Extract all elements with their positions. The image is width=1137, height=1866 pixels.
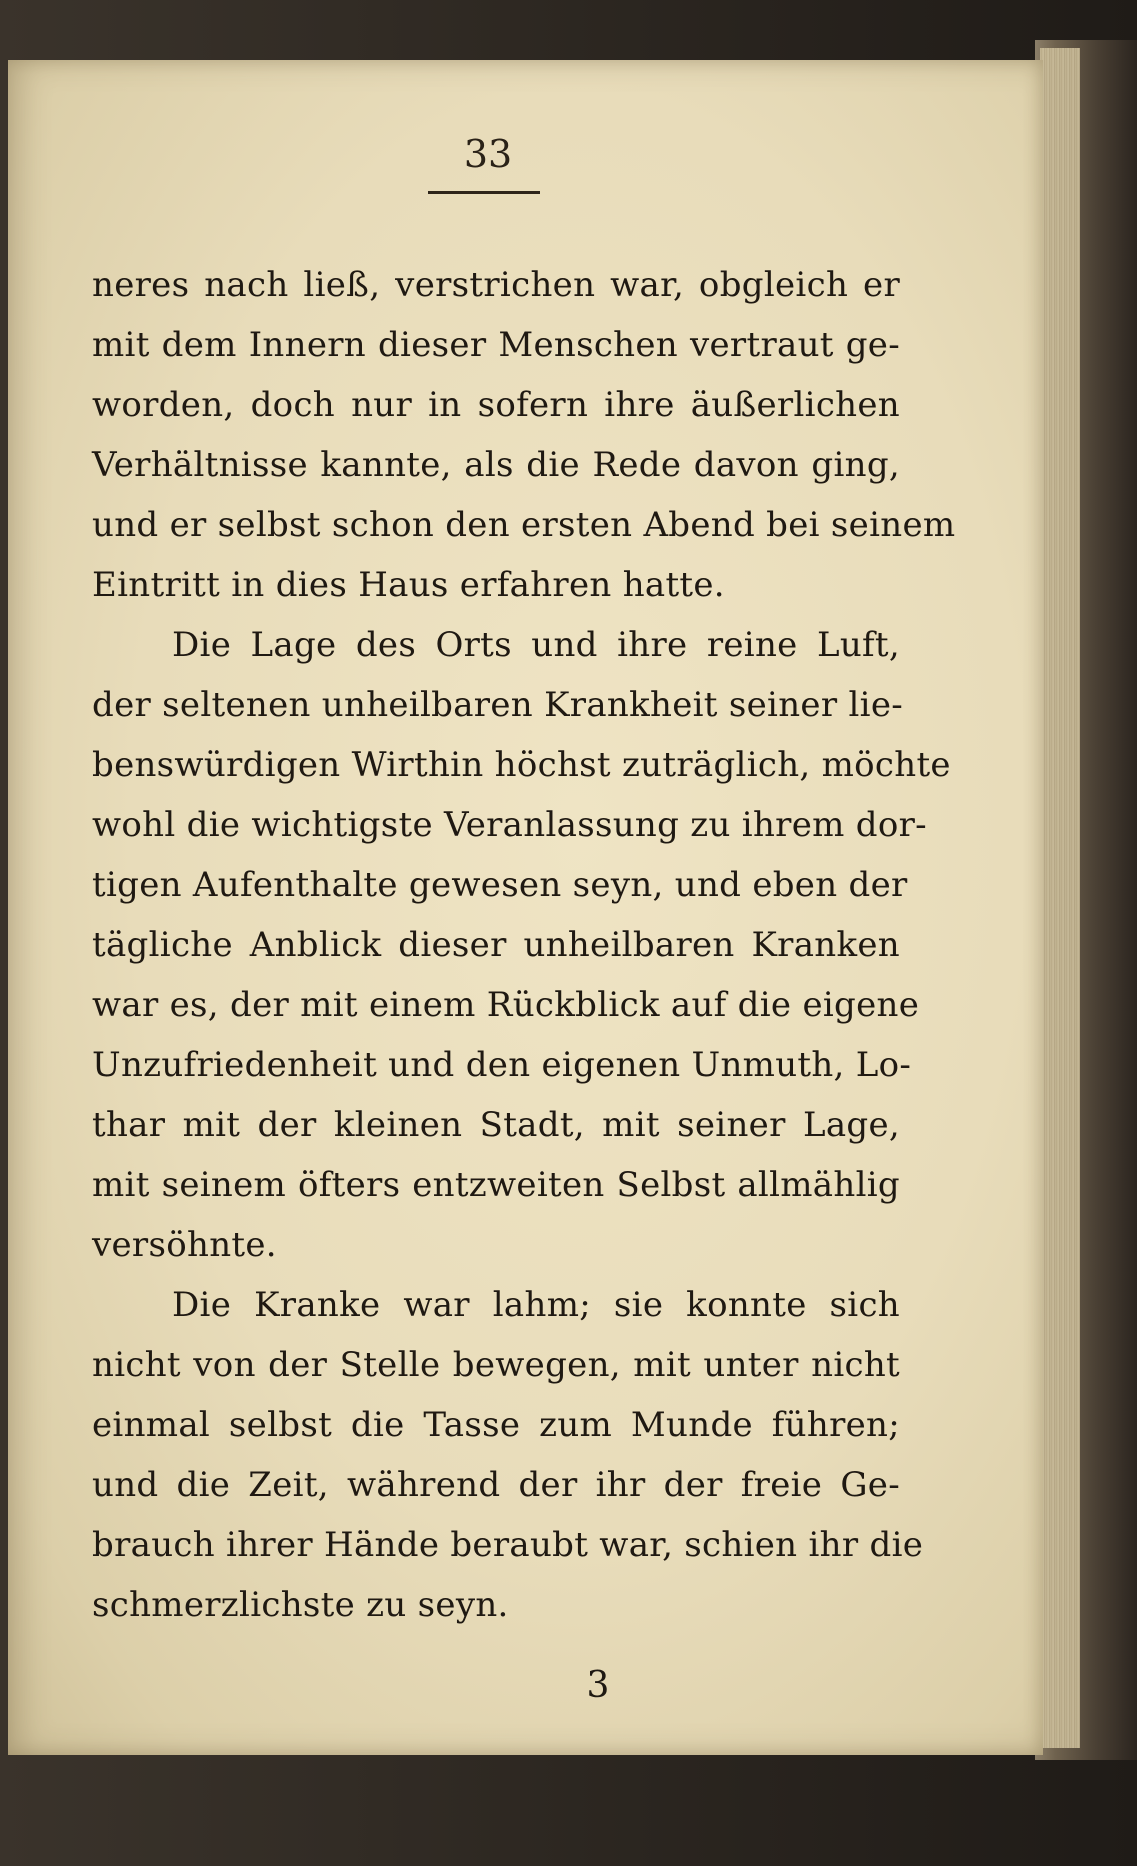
text-line: tigen Aufenthalte gewesen seyn, und eben der <box>92 865 908 905</box>
text-line: wohl die wichtigste Veranlassung zu ihrem dor- <box>92 805 927 845</box>
text-line: thar mit der kleinen Stadt, mit seiner Lage, <box>92 1105 900 1145</box>
text-line: versöhnte. <box>92 1225 277 1265</box>
text-line: und die Zeit, während der ihr der freie Ge- <box>92 1465 900 1505</box>
text-line: neres nach ließ, verstrichen war, obgleich er <box>92 265 900 305</box>
text-line: brauch ihrer Hände beraubt war, schien ihr die <box>92 1525 924 1565</box>
signature-mark: 3 <box>586 1665 610 1706</box>
text-line: Eintritt in dies Haus erfahren hatte. <box>92 565 725 605</box>
text-line: Die Kranke war lahm; sie konnte sich <box>172 1285 900 1325</box>
text-line: und er selbst schon den ersten Abend bei seinem <box>92 505 956 545</box>
text-line: schmerzlichste zu seyn. <box>92 1585 509 1625</box>
text-line: worden, doch nur in sofern ihre äußerlichen <box>92 385 900 425</box>
page-number: 33 <box>463 132 513 176</box>
text-line: einmal selbst die Tasse zum Munde führen; <box>92 1405 900 1445</box>
text-line: Verhältnisse kannte, als die Rede davon ging, <box>92 445 900 485</box>
page-edges <box>1040 48 1080 1748</box>
text-line: benswürdigen Wirthin höchst zuträglich, möchte <box>92 745 951 785</box>
text-line: war es, der mit einem Rückblick auf die eigene <box>92 985 920 1025</box>
book-page <box>8 60 1043 1755</box>
text-line: nicht von der Stelle bewegen, mit unter nicht <box>92 1345 900 1385</box>
text-line: Die Lage des Orts und ihre reine Luft, <box>172 625 900 665</box>
text-line: tägliche Anblick dieser unheilbaren Kranken <box>92 925 900 965</box>
text-block <box>92 255 956 1635</box>
text-line: Unzufriedenheit und den eigenen Unmuth, Lo- <box>92 1045 912 1085</box>
text-line: der seltenen unheilbaren Krankheit seiner lie- <box>92 685 904 725</box>
text-line: mit dem Innern dieser Menschen vertraut ge- <box>92 325 900 365</box>
text-line: mit seinem öfters entzweiten Selbst allmählig <box>92 1165 900 1205</box>
header-rule <box>428 191 540 194</box>
